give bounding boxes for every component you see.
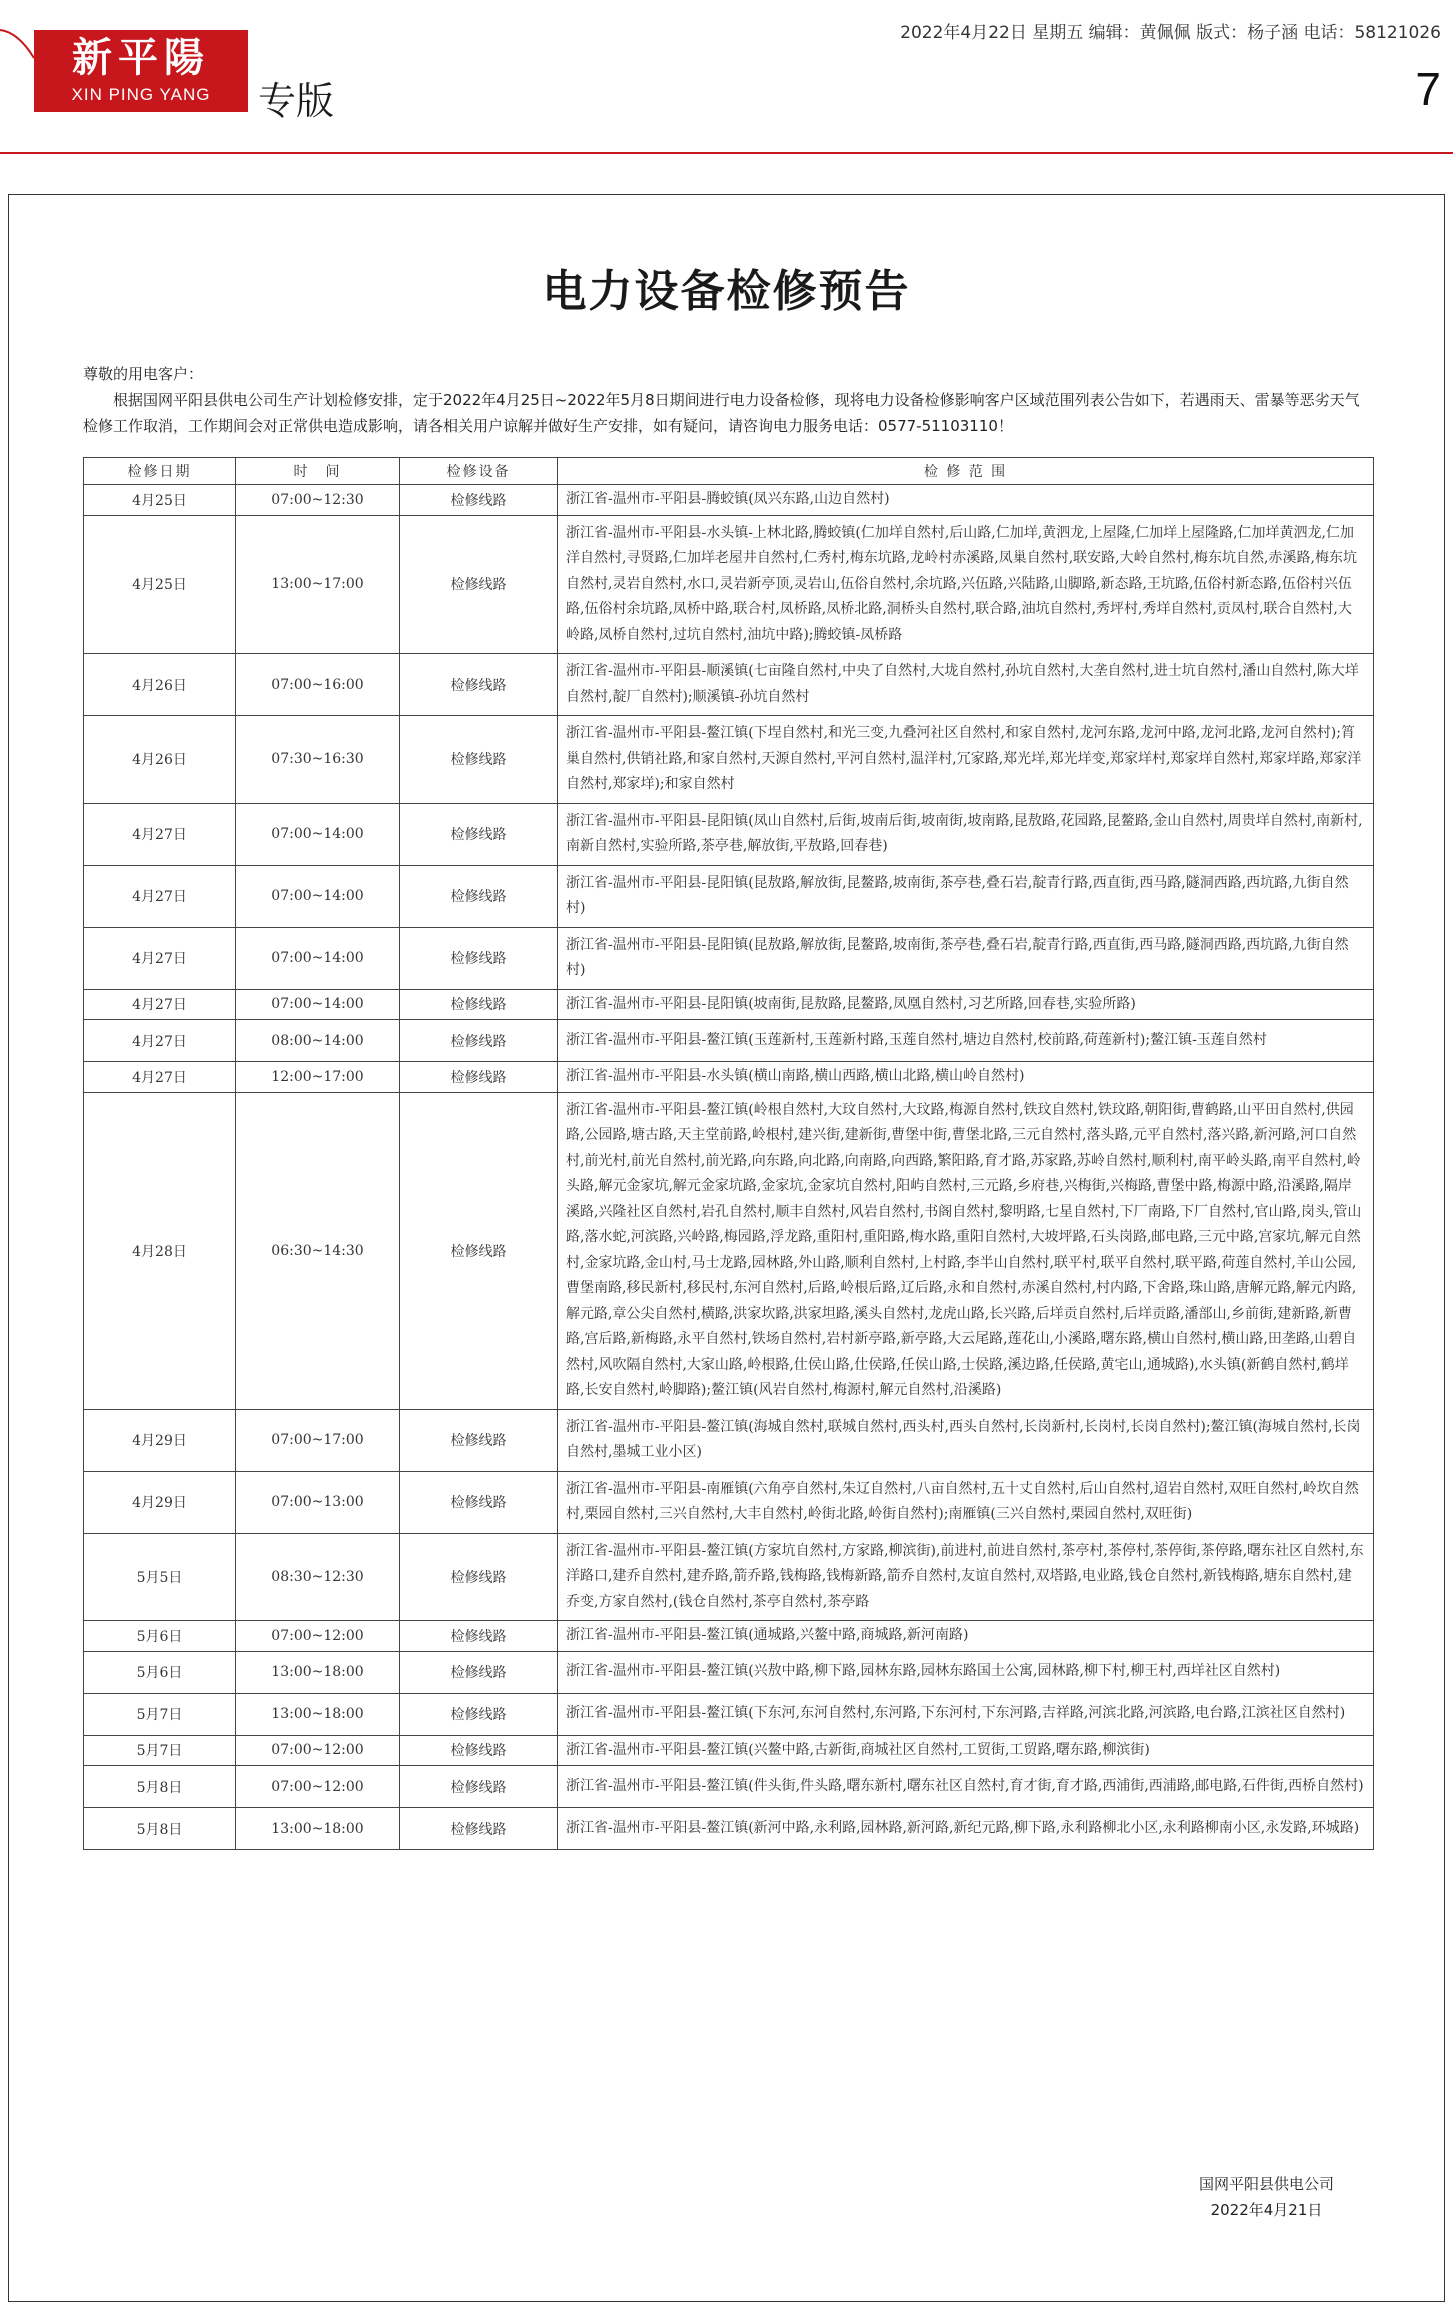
row-device: 检修线路 (400, 865, 558, 927)
table-row (84, 515, 1374, 654)
table-row (84, 803, 1374, 865)
table-row (84, 716, 1374, 804)
greeting: 尊敬的用电客户： (83, 365, 204, 383)
table-row (84, 1062, 1374, 1093)
row-time: 13:00~18:00 (236, 1693, 400, 1735)
header-device: 检修设备 (400, 458, 558, 485)
row-date: 4月28日 (84, 1092, 236, 1409)
row-date: 4月26日 (84, 716, 236, 804)
row-date: 5月7日 (84, 1735, 236, 1766)
table-row (84, 927, 1374, 989)
row-device: 检修线路 (400, 1766, 558, 1808)
row-scope: 浙江省-温州市-平阳县-鳌江镇(下东河,东河自然村,东河路,下东河村,下东河路,吉祥路,河滨北路,河滨路,电台路,江滨社区自然村) (558, 1693, 1374, 1735)
row-device: 检修线路 (400, 654, 558, 716)
row-scope: 浙江省-温州市-平阳县-鳌江镇(新河中路,永利路,园林路,新河路,新纪元路,柳下路,永利路柳北小区,永利路柳南小区,永发路,环城路) (558, 1808, 1374, 1850)
section-name: 专版 (258, 79, 335, 123)
row-scope: 浙江省-温州市-平阳县-腾蛟镇(凤兴东路,山边自然村) (558, 485, 1374, 516)
row-scope: 浙江省-温州市-平阳县-鳌江镇(兴鳌中路,古新街,商城社区自然村,工贸街,工贸路,曙东路,柳滨街) (558, 1735, 1374, 1766)
row-device: 检修线路 (400, 1471, 558, 1533)
row-scope: 浙江省-温州市-平阳县-昆阳镇(昆敖路,解放街,昆鳌路,坡南街,茶亭巷,叠石岩,靛青行路,西直街,西马路,隧洞西路,西坑路,九街自然村) (558, 927, 1374, 989)
table-row (84, 1533, 1374, 1621)
table-row (84, 989, 1374, 1020)
table-body (84, 485, 1374, 1850)
header-time: 时 间 (236, 458, 400, 485)
table-row (84, 485, 1374, 516)
issue-info-line: 2022年4月22日 星期五 编辑：黄佩佩 版式：杨子涵 电话：58121026 (900, 23, 1441, 43)
row-time: 07:00~17:00 (236, 1409, 400, 1471)
table-row (84, 1092, 1374, 1409)
signature-date: 2022年4月21日 (1210, 2201, 1323, 2219)
row-device: 检修线路 (400, 485, 558, 516)
row-date: 4月27日 (84, 1020, 236, 1062)
newspaper-logo (34, 30, 248, 112)
row-date: 4月29日 (84, 1471, 236, 1533)
header-scope: 检 修 范 围 (558, 458, 1374, 485)
table-header-row (84, 458, 1374, 485)
row-date: 4月25日 (84, 515, 236, 654)
logo-chinese-name: 新平陽 (72, 34, 210, 81)
row-device: 检修线路 (400, 515, 558, 654)
header-date: 检修日期 (84, 458, 236, 485)
table-row (84, 1471, 1374, 1533)
row-scope: 浙江省-温州市-平阳县-鳌江镇(件头街,件头路,曙东新村,曙东社区自然村,育才街,育才路,西浦街,西浦路,邮电路,石件街,西桥自然村) (558, 1766, 1374, 1808)
row-date: 4月26日 (84, 654, 236, 716)
row-scope: 浙江省-温州市-平阳县-鳌江镇(岭根自然村,大玟自然村,大玟路,梅源自然村,铁玟自然村,铁玟路,朝阳街,曹鹤路,山平田自然村,供园路,公园路,塘古路,天主堂前路,岭根村,建兴街,建新街,曹堡中街,曹堡北路,三元自然村,落头路,元平自然村,落兴路,新河路,河口自然村,前光村,前光自然村,前光路,向东路,向北路,向南路,向西路,繁阳路,育才路,苏家路,苏岭自然村,顺利村,南平岭头路,南平自然村,岭头路,解元金家坑,解元金家坑路,金家坑,金家坑自然村,阳屿自然村,三元路,乡府巷,兴梅街,兴梅路,曹堡中路,梅源中路,沿溪路,隔岸溪路,兴隆社区自然村,岩孔自然村,顺丰自然村,风岩自然村,书阁自然村,黎明路,七星自然村,下厂南路,下厂自然村,官山路,岗头,管山路,落水蛇,河滨路,兴岭路,梅园路,浮龙路,重阳村,重阳路,梅水路,重阳自然村,大坡坪路,石头岗路,邮电路,三元中路,宫家坑,解元自然村,金家坑路,金山村,马士龙路,园林路,外山路,顺利自然村,上村路,李半山自然村,联平村,联平自然村,联平路,荷莲自然村,羊山公园,曹堡南路,移民新村,移民村,东河自然村,后路,岭根后路,辽后路,永和自然村,赤溪自然村,村内路,下舍路,珠山路,唐解元路,解元内路,解元路,章公尖自然村,横路,洪家坎路,洪家坦路,溪头自然村,龙虎山路,长兴路,后垟贡自然村,后垟贡路,潘部山,乡前街,建新路,新曹路,宫后路,新梅路,永平自然村,铁场自然村,岩村新亭路,新亭路,大云尾路,莲花山,小溪路,曙东路,横山自然村,横山路,田垄路,山碧自然村,风吹隔自然村,大家山路,岭根路,仕侯山路,仕侯路,任侯山路,士侯路,溪边路,任侯路,黄宅山,通城路),水头镇(新鹤自然村,鹤垟路,长安自然村,岭脚路);鳌江镇(风岩自然村,梅源村,解元自然村,沿溪路) (558, 1092, 1374, 1409)
row-time: 13:00~17:00 (236, 515, 400, 654)
row-device: 检修线路 (400, 1735, 558, 1766)
table-row (84, 1766, 1374, 1808)
table-row (84, 1808, 1374, 1850)
page-number: 7 (1415, 63, 1441, 115)
masthead-divider (0, 152, 1453, 154)
row-date: 5月8日 (84, 1808, 236, 1850)
row-scope: 浙江省-温州市-平阳县-水头镇-上林北路,腾蛟镇(仁加垟自然村,后山路,仁加垟,黄泗龙,上屋隆,仁加垟上屋隆路,仁加垟黄泗龙,仁加洋自然村,寻贤路,仁加垟老屋井自然村,仁秀村,梅东坑路,龙岭村赤溪路,凤巢自然村,联安路,大岭自然村,梅东坑自然,赤溪路,梅东坑自然村,灵岩自然村,水口,灵岩新亭顶,灵岩山,伍俗自然村,余坑路,兴伍路,兴陆路,山脚路,新态路,王坑路,伍俗村新态路,伍俗村兴伍路,伍俗村余坑路,凤桥中路,联合村,凤桥路,凤桥北路,洞桥头自然村,联合路,油坑自然村,秀坪村,秀垟自然村,贡凤村,联合自然村,大岭路,凤桥自然村,过坑自然村,油坑中路);腾蛟镇-凤桥路 (558, 515, 1374, 654)
row-scope: 浙江省-温州市-平阳县-昆阳镇(昆敖路,解放街,昆鳌路,坡南街,茶亭巷,叠石岩,靛青行路,西直街,西马路,隧洞西路,西坑路,九街自然村) (558, 865, 1374, 927)
row-device: 检修线路 (400, 1693, 558, 1735)
row-time: 07:00~14:00 (236, 803, 400, 865)
article-title: 电力设备检修预告 (542, 266, 911, 317)
row-date: 5月7日 (84, 1693, 236, 1735)
row-date: 4月25日 (84, 485, 236, 516)
table-row (84, 654, 1374, 716)
row-device: 检修线路 (400, 1092, 558, 1409)
row-device: 检修线路 (400, 1808, 558, 1850)
logo-english-name: XIN PING YANG (71, 85, 211, 104)
row-time: 13:00~18:00 (236, 1808, 400, 1850)
row-time: 12:00~17:00 (236, 1062, 400, 1093)
row-time: 07:00~14:00 (236, 865, 400, 927)
table-row (84, 1020, 1374, 1062)
row-time: 06:30~14:30 (236, 1092, 400, 1409)
row-scope: 浙江省-温州市-平阳县-鳌江镇(玉莲新村,玉莲新村路,玉莲自然村,塘边自然村,校前路,荷莲新村);鳌江镇-玉莲自然村 (558, 1020, 1374, 1062)
row-device: 检修线路 (400, 927, 558, 989)
table-row (84, 1621, 1374, 1652)
row-time: 08:30~12:30 (236, 1533, 400, 1621)
row-date: 4月27日 (84, 865, 236, 927)
row-device: 检修线路 (400, 1651, 558, 1693)
row-scope: 浙江省-温州市-平阳县-鳌江镇(兴敖中路,柳下路,园林东路,园林东路国土公寓,园林路,柳下村,柳王村,西垟社区自然村) (558, 1651, 1374, 1693)
row-time: 07:00~12:00 (236, 1766, 400, 1808)
row-device: 检修线路 (400, 989, 558, 1020)
row-device: 检修线路 (400, 716, 558, 804)
intro-paragraph: 根据国网平阳县供电公司生产计划检修安排，定于2022年4月25日~2022年5月8日期间进行电力设备检修，现将电力设备检修影响客户区域范围列表公告如下，若遇雨天、雷暴等恶劣天气检修工作取消，工作期间会对正常供电造成影响，请各相关用户谅解并做好生产安排，如有疑问，请咨询电力服务电话：0577-51103110！ (83, 391, 1360, 435)
signature-company: 国网平阳县供电公司 (1199, 2175, 1335, 2193)
row-time: 13:00~18:00 (236, 1651, 400, 1693)
table-row (84, 1693, 1374, 1735)
row-scope: 浙江省-温州市-平阳县-南雁镇(六角亭自然村,朱辽自然村,八亩自然村,五十丈自然村,后山自然村,迢岩自然村,双旺自然村,岭坎自然村,栗园自然村,三兴自然村,大丰自然村,岭街北路,岭街自然村);南雁镇(三兴自然村,栗园自然村,双旺街) (558, 1471, 1374, 1533)
row-time: 07:00~16:00 (236, 654, 400, 716)
row-scope: 浙江省-温州市-平阳县-鳌江镇(方家坑自然村,方家路,柳滨街),前进村,前进自然村,茶亭村,茶停村,茶停街,茶停路,曙东社区自然村,东洋路口,建乔自然村,建乔路,箭乔路,钱梅路,钱梅新路,箭乔自然村,友谊自然村,双塔路,电业路,钱仓自然村,新钱梅路,塘东自然村,建乔变,方家自然村,(钱仓自然村,茶亭自然村,茶亭路 (558, 1533, 1374, 1621)
row-date: 5月8日 (84, 1766, 236, 1808)
row-device: 检修线路 (400, 1533, 558, 1621)
signature-block (1199, 2171, 1334, 2223)
row-scope: 浙江省-温州市-平阳县-顺溪镇(七亩隆自然村,中央了自然村,大垅自然村,孙坑自然村,大垄自然村,进士坑自然村,潘山自然村,陈大垟自然村,靛厂自然村);顺溪镇-孙坑自然村 (558, 654, 1374, 716)
row-scope: 浙江省-温州市-平阳县-昆阳镇(凤山自然村,后街,坡南后街,坡南街,坡南路,昆敖路,花园路,昆鳌路,金山自然村,周贵垟自然村,南新村,南新自然村,实验所路,茶亭巷,解放街,平敖路,回春巷) (558, 803, 1374, 865)
row-date: 4月27日 (84, 803, 236, 865)
row-device: 检修线路 (400, 1062, 558, 1093)
announcement-article (8, 194, 1445, 2302)
row-time: 07:00~12:00 (236, 1735, 400, 1766)
row-date: 4月27日 (84, 1062, 236, 1093)
row-scope: 浙江省-温州市-平阳县-鳌江镇(海城自然村,联城自然村,西头村,西头自然村,长岗新村,长岗村,长岗自然村);鳌江镇(海城自然村,长岗自然村,墨城工业小区) (558, 1409, 1374, 1471)
row-time: 07:00~12:00 (236, 1621, 400, 1652)
row-date: 4月29日 (84, 1409, 236, 1471)
row-date: 4月27日 (84, 927, 236, 989)
row-device: 检修线路 (400, 1020, 558, 1062)
row-device: 检修线路 (400, 803, 558, 865)
row-date: 4月27日 (84, 989, 236, 1020)
table-row (84, 1651, 1374, 1693)
row-device: 检修线路 (400, 1409, 558, 1471)
table-row (84, 1409, 1374, 1471)
row-time: 08:00~14:00 (236, 1020, 400, 1062)
row-scope: 浙江省-温州市-平阳县-鳌江镇(通城路,兴鳌中路,商城路,新河南路) (558, 1621, 1374, 1652)
row-date: 5月5日 (84, 1533, 236, 1621)
maintenance-schedule-table (83, 457, 1374, 1850)
table-row (84, 865, 1374, 927)
row-date: 5月6日 (84, 1621, 236, 1652)
row-device: 检修线路 (400, 1621, 558, 1652)
row-date: 5月6日 (84, 1651, 236, 1693)
row-scope: 浙江省-温州市-平阳县-昆阳镇(坡南街,昆敖路,昆鳌路,凤凰自然村,习艺所路,回春巷,实验所路) (558, 989, 1374, 1020)
row-time: 07:00~13:00 (236, 1471, 400, 1533)
row-time: 07:00~14:00 (236, 989, 400, 1020)
row-time: 07:00~14:00 (236, 927, 400, 989)
table-row (84, 1735, 1374, 1766)
row-scope: 浙江省-温州市-平阳县-鳌江镇(下埕自然村,和光三变,九叠河社区自然村,和家自然村,龙河东路,龙河中路,龙河北路,龙河自然村);筲巢自然村,供销社路,和家自然村,天源自然村,平河自然村,温洋村,冗家路,郑光垟,郑光垟变,郑家垟村,郑家垟自然村,郑家垟路,郑家洋自然村,郑家垟);和家自然村 (558, 716, 1374, 804)
masthead (0, 0, 1453, 160)
row-time: 07:00~12:30 (236, 485, 400, 516)
row-scope: 浙江省-温州市-平阳县-水头镇(横山南路,横山西路,横山北路,横山岭自然村) (558, 1062, 1374, 1093)
row-time: 07:30~16:30 (236, 716, 400, 804)
